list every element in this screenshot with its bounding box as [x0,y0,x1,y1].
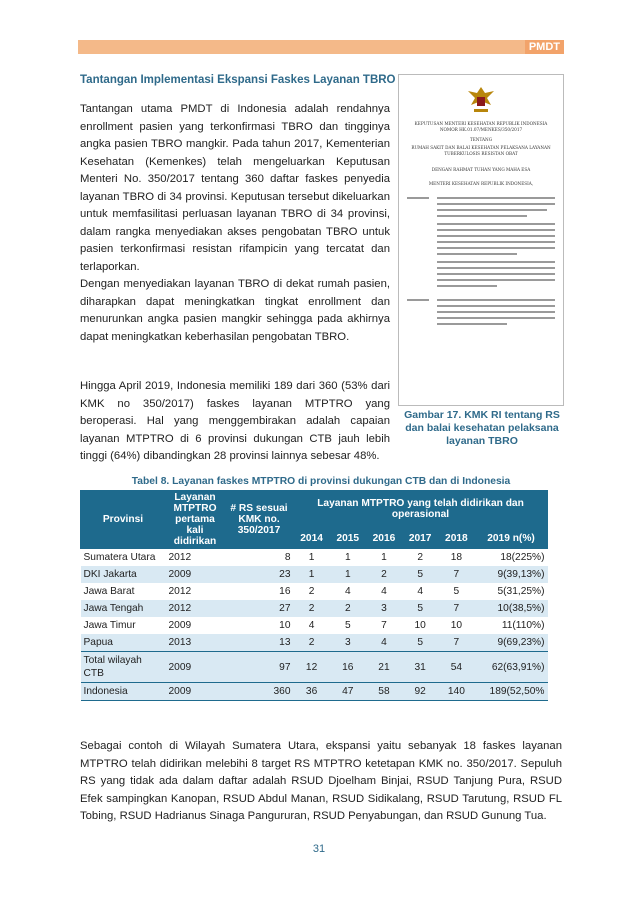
cell-2015: 47 [330,683,366,701]
doc-line-5: TUBERKULOSIS RESISTAN OBAT [444,151,518,156]
cell-2018: 54 [438,652,474,683]
cell-first: 2012 [168,552,192,563]
cell-first: 2013 [166,634,225,652]
doc-line-3: TENTANG [469,137,493,142]
cell-rs: 10 [279,620,291,631]
cell-2018: 7 [438,634,474,652]
paragraph-4: Sebagai contoh di Wilayah Sumatera Utara, ekspansi yaitu sebanyak 18 faskes layanan MTPTRO telah didirikan melebihi 8 target RS MTPTRO ketetapan KMK no. 350/2017. Sepuluh RS yang tidak ada dalam daftar adalah RSUD Djoelham Binjai, RSUD Tanjung Pura, RSUD Efek sampingkan Kanopan, RSUD Abdul Manan, RSUD Sidikalang, RSUD Tarutung, RSUD FL Tobing, RSUD Hadrianus Sinaga Pangururan, RSUD Penyabungan, dan RSUD Gunung Tua. [80,740,562,822]
th-2016: 2016 [366,528,402,549]
th-2015: 2015 [330,528,366,549]
cell-2016: 58 [366,683,402,701]
table-row [81,566,548,583]
cell-2014: 2 [294,600,330,617]
cell-2017: 5 [402,634,438,652]
cell-2015: 4 [344,586,351,597]
cell-2018: 5 [453,586,460,597]
cell-2018: 10 [450,620,463,631]
doc-line-7: MENTERI KESEHATAN REPUBLIK INDONESIA, [428,181,534,186]
cell-2017: 31 [402,652,438,683]
cell-first: 2012 [166,600,225,617]
paragraph-2: Dengan menyediakan layanan TBRO di dekat rumah pasien, diharapkan dapat meningkatkan tingkat enrollment dan menurunkan angka pasien mangkir sehingga pada akhirnya dapat meningkatkan keberhasilan pengobatan TBRO. [80,278,390,343]
cell-2014: 2 [308,586,315,597]
th-2019: 2019 n(%) [475,528,548,549]
cell-rs: 27 [225,600,294,617]
cell-2014: 2 [294,634,330,652]
doc-line-4: RUMAH SAKIT DAN BALAI KESEHATAN PELAKSANA LAYANAN [411,145,551,150]
paragraph-1: Tantangan utama PMDT di Indonesia adalah rendahnya enrollment pasien yang terkonfirmasi TBRO dan tingginya angka pasien TBRO mangkir. Pada tahun 2017, Kementerian Kesehatan (Kemenkes) telah mengeluarkan Keputusan Menteri No. 350/2017 tentang 360 daftar faskes penyedia layanan TBRO di 34 provinsi. Keputusan tersebut dikeluarkan untuk memfasilitasi perluasan layanan TBRO di 34 provinsi, dalam rangka menyediakan akses pengobatan TBRO untuk pasien terkonfirmasi resistan rifampicin yang tercatat dan terlaporkan. [80,103,390,273]
cell-rs: 16 [279,586,291,597]
cell-2015: 16 [330,652,366,683]
section-title: Tantangan Implementasi Ekspansi Faskes Layanan TBRO [80,74,396,86]
doc-body-text-block [407,197,555,377]
cell-first: 2009 [168,620,192,631]
page-number: 31 [312,843,326,855]
doc-line-6: DENGAN RAHMAT TUHAN YANG MAHA ESA [431,167,531,172]
cell-2018: 18 [450,552,463,563]
cell-2015: 3 [330,634,366,652]
th-rs: # RS sesuai KMK no. 350/2017 [225,491,294,549]
cell-2019: 9(39,13%) [475,566,548,583]
cell-first: 2009 [166,652,225,683]
th-2018: 2018 [438,528,474,549]
cell-2019: 11(110%) [501,620,545,631]
cell-2017: 5 [402,566,438,583]
cell-2014: 4 [308,620,315,631]
cell-first: 2012 [168,586,192,597]
cell-2019: 10(38,5%) [475,600,548,617]
cell-2014: 1 [308,552,315,563]
table-title: Tabel 8. Layanan faskes MTPTRO di provinsi dukungan CTB dan di Indonesia [131,476,511,487]
cell-2015: 1 [344,552,351,563]
cell-2017: 2 [417,552,423,563]
cell-rs: 97 [225,652,294,683]
header-bar [78,40,564,54]
table-row [81,549,548,567]
th-2017: 2017 [402,528,438,549]
cell-2014: 1 [294,566,330,583]
kmk-document-image [398,74,564,406]
cell-prov: Sumatera Utara [83,552,156,563]
table-row-total [81,652,548,683]
th-2014: 2014 [294,528,330,549]
th-provinsi: Provinsi [81,491,166,549]
cell-prov: Jawa Timur [83,620,136,631]
cell-rs: 8 [284,552,291,563]
cell-2017: 5 [402,600,438,617]
cell-2017: 10 [414,620,426,631]
cell-prov: Jawa Barat [83,586,135,597]
cell-2016: 21 [366,652,402,683]
table-row [81,617,548,634]
cell-first: 2009 [166,566,225,583]
doc-line-1: KEPUTUSAN MENTERI KESEHATAN REPUBLIK INDONESIA [414,121,548,126]
th-layanan: Layanan MTPTRO pertama kali didirikan [166,491,225,549]
cell-2018: 140 [438,683,474,701]
cell-2015: 5 [344,620,351,631]
cell-rs: 13 [225,634,294,652]
paragraph-3: Hingga April 2019, Indonesia memiliki 189 dari 360 (53% dari KMK no 350/2017) faskes layanan MTPTRO yang beroperasi. Hal yang menggembirakan adalah capaian layanan MTPTRO di 6 provinsi dukungan CTB jauh lebih tinggi (64%) dibandingkan 28 provinsi lainnya sebesar 48%. [80,380,390,462]
cell-2015: 2 [330,600,366,617]
cell-2016: 7 [381,620,387,631]
mtptro-table [80,490,548,701]
cell-rs: 360 [225,683,294,701]
cell-first: 2009 [166,683,225,701]
cell-2019: 18(225%) [500,552,545,563]
cell-prov: Papua [81,634,166,652]
table-row-indonesia [81,683,548,701]
garuda-emblem-icon [467,85,495,115]
cell-2016: 2 [366,566,402,583]
cell-2017: 92 [402,683,438,701]
cell-prov: Jawa Tengah [81,600,166,617]
cell-2019: 62(63,91%) [475,652,548,683]
cell-rs: 23 [225,566,294,583]
cell-2014: 36 [294,683,330,701]
cell-2016: 1 [381,552,387,563]
table-row [81,583,548,600]
cell-2018: 7 [438,566,474,583]
figure-caption: Gambar 17. KMK RI tentang RS dan balai kesehatan pelaksana layanan TBRO [404,409,560,447]
th-group: Layanan MTPTRO yang telah didirikan dan operasional [294,491,548,528]
cell-2019: 9(69,23%) [475,634,548,652]
cell-2017: 4 [417,586,423,597]
cell-2019: 5(31,25%) [497,586,545,597]
cell-2019: 189(52,50% [475,683,548,701]
table-row [81,634,548,652]
cell-2015: 1 [330,566,366,583]
header-tag: PMDT [525,40,564,54]
cell-2014: 12 [294,652,330,683]
cell-prov: Indonesia [81,683,166,701]
table-row [81,600,548,617]
cell-2016: 3 [366,600,402,617]
cell-2016: 4 [381,586,387,597]
cell-prov: Total wilayah CTB [81,652,166,683]
cell-2018: 7 [438,600,474,617]
cell-2016: 4 [366,634,402,652]
doc-line-2: NOMOR HK.01.07/MENKES/350/2017 [439,127,523,132]
cell-prov: DKI Jakarta [81,566,166,583]
